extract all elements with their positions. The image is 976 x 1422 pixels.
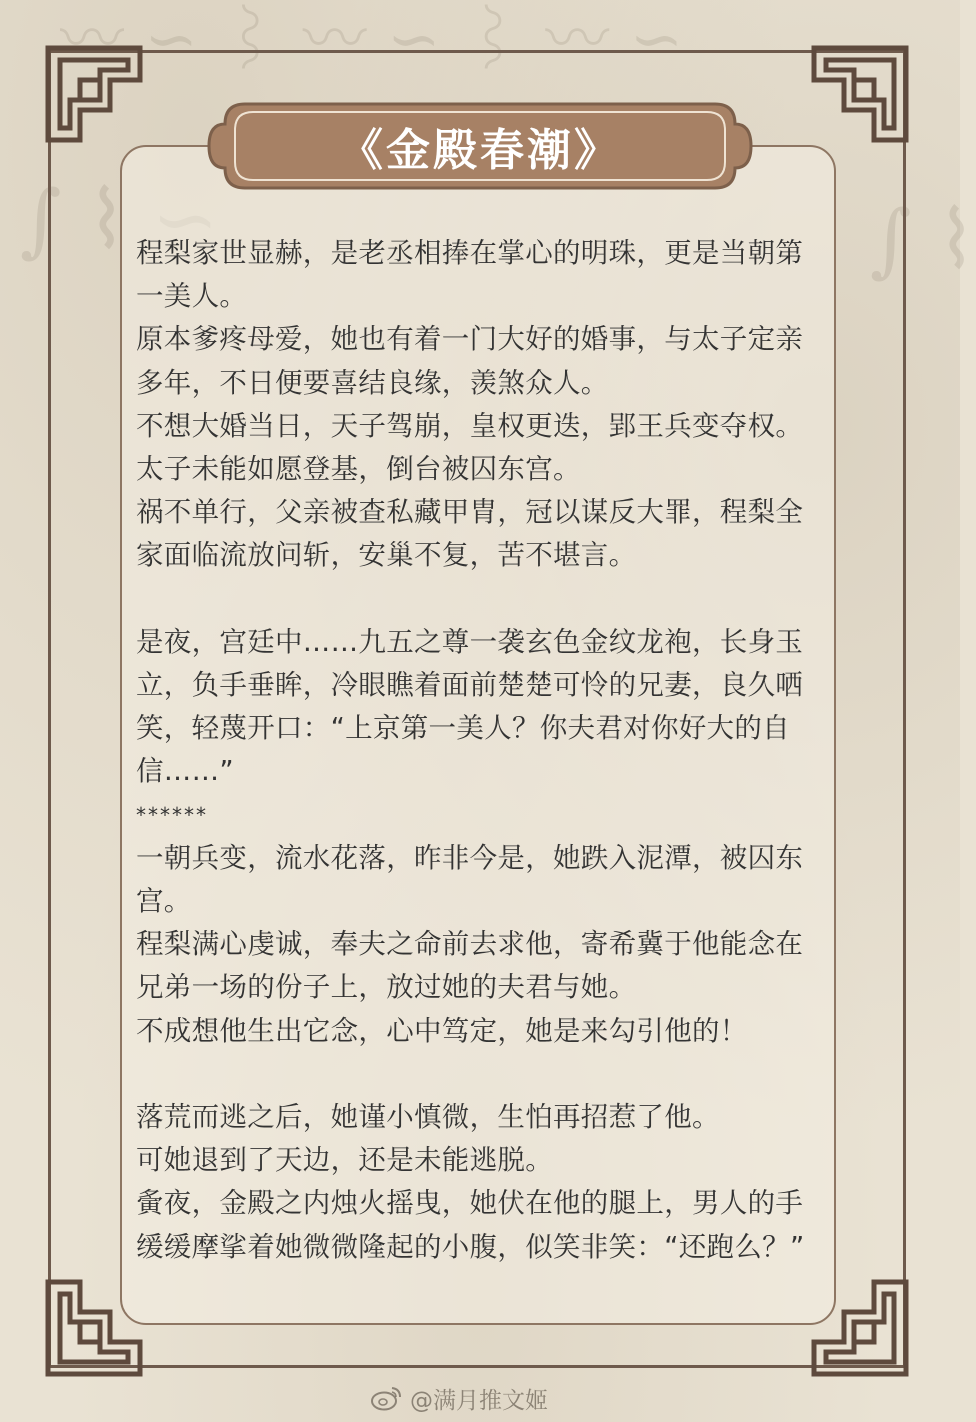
weibo-icon	[370, 1385, 402, 1411]
paragraph: 不成想他生出它念，心中笃定，她是来勾引他的！	[136, 1014, 748, 1047]
paragraph: 原本爹疼母爱，她也有着一门大好的婚事，与太子定亲多年，不日便要喜结良缘，羡煞众人。	[136, 323, 804, 399]
corner-ornament-bottom-left	[40, 1274, 148, 1382]
knot-icon	[40, 40, 148, 148]
paragraph: 祸不单行，父亲被查私藏甲胄，冠以谋反大罪，程梨全家面临流放问斩，安巢不复，苦不堪言。	[136, 496, 804, 572]
corner-ornament-bottom-right	[806, 1274, 914, 1382]
paragraph-gap	[136, 578, 826, 621]
paragraph: 程梨满心虔诚，奉夫之命前去求他，寄希冀于他能念在兄弟一场的份子上，放过她的夫君与她。	[136, 928, 804, 1004]
page-title: 《金殿春潮》	[339, 125, 621, 176]
knot-icon	[806, 40, 914, 148]
synopsis-text	[136, 232, 826, 1269]
paragraph: 程梨家世显赫，是老丞相捧在掌心的明珠，更是当朝第一美人。	[136, 237, 804, 313]
corner-ornament-top-right	[806, 40, 914, 148]
paragraph: 是夜，宫廷中……九五之尊一袭玄色金纹龙袍，长身玉立，负手垂眸，冷眼瞧着面前楚楚可怜的兄妻，良久哂笑，轻蔑开口：“上京第一美人？你夫君对你好大的自信……”	[136, 625, 804, 788]
corner-ornament-top-left	[40, 40, 148, 148]
paragraph-gap	[136, 1053, 826, 1096]
watermark	[370, 1380, 548, 1416]
title-plaque	[205, 96, 755, 196]
section-divider: ******	[136, 802, 208, 827]
paragraph: 可她退到了天边，还是未能逃脱。	[136, 1144, 553, 1177]
watermark-text: @满月推文姬	[410, 1387, 548, 1414]
knot-icon	[806, 1274, 914, 1382]
paragraph: 不想大婚当日，天子驾崩，皇权更迭，郢王兵变夺权。太子未能如愿登基，倒台被囚东宫。	[136, 409, 804, 486]
paragraph: 一朝兵变，流水花落，昨非今是，她跌入泥潭，被囚东宫。	[136, 841, 804, 918]
paragraph: 夤夜，金殿之内烛火摇曳，她伏在他的腿上，男人的手缓缓摩挲着她微微隆起的小腹，似笑非笑：“还跑么？”	[136, 1187, 805, 1263]
knot-icon	[40, 1274, 148, 1382]
paragraph: 落荒而逃之后，她谨小慎微，生怕再招惹了他。	[136, 1101, 720, 1134]
